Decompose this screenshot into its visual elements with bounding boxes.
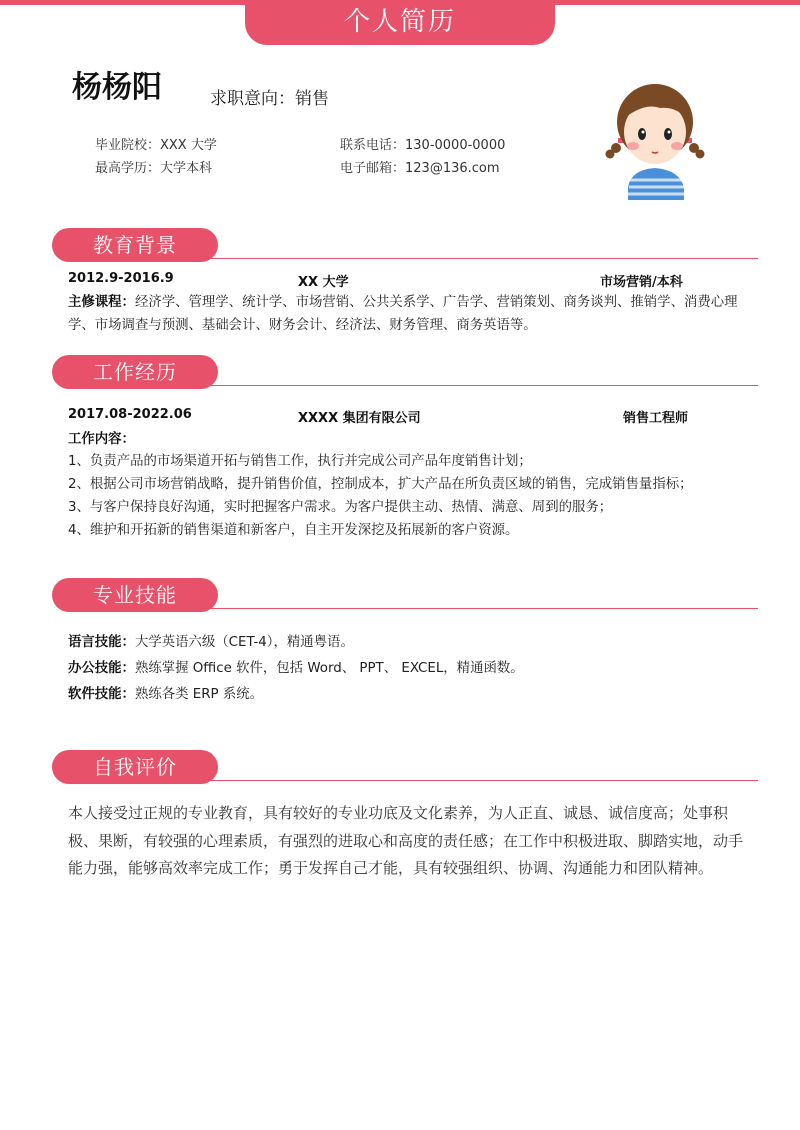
work-company: XXXX 集团有限公司 <box>298 411 421 426</box>
work-item-1: 1、负责产品的市场渠道开拓与销售工作，执行并完成公司产品年度销售计划； <box>68 454 532 469</box>
work-period: 2017.08-2022.06 <box>68 407 192 422</box>
courses-label: 主修课程： <box>68 295 135 310</box>
courses-text: 经济学、管理学、统计学、市场营销、公共关系学、广告学、营销策划、商务谈判、推销学、消费心理学、市场调查与预测、基础会计、财务会计、经济法、财务管理、商务英语等。 <box>68 295 738 333</box>
section-divider <box>202 385 758 386</box>
work-item-4: 4、维护和开拓新的销售渠道和新客户，自主开发深挖及拓展新的客户资源。 <box>68 523 519 538</box>
girl-avatar-icon <box>600 76 710 200</box>
section-divider <box>202 608 758 609</box>
work-section-header <box>52 355 758 389</box>
education-section-header <box>52 228 758 262</box>
skill-office <box>68 657 524 676</box>
education-major: 市场营销/本科 <box>600 275 683 290</box>
candidate-name: 杨杨阳 <box>72 70 162 105</box>
skill-label: 软件技能： <box>68 687 135 702</box>
self-section-title: 自我评价 <box>52 750 218 784</box>
skill-label: 语言技能： <box>68 635 135 650</box>
education-courses <box>68 291 758 337</box>
job-intent: 求职意向：销售 <box>210 89 329 109</box>
self-evaluation-text: 本人接受过正规的专业教育，具有较好的专业功底及文化素养，为人正直、诚恳、诚信度高；处事积极、果断，有较强的心理素质，有强烈的进取心和高度的责任感；在工作中积极进取、脚踏实地，动手能力强，能够高效率完成工作；勇于发挥自己才能，具有较强组织、协调、沟通能力和团队精神。 <box>68 804 744 877</box>
education-school: XX 大学 <box>298 275 349 290</box>
section-divider <box>202 258 758 259</box>
skill-text: 熟练各类 ERP 系统。 <box>134 687 264 702</box>
skill-software <box>68 683 263 702</box>
work-title: 销售工程师 <box>623 411 689 426</box>
self-section-header <box>52 750 758 784</box>
skill-text: 熟练掌握 Office 软件，包括 Word、 PPT、 EXCEL，精通函数。 <box>134 661 524 676</box>
section-divider <box>202 780 758 781</box>
phone-info: 联系电话：130-0000-0000 <box>340 138 506 153</box>
skills-section-header <box>52 578 758 612</box>
degree-info: 最高学历：大学本科 <box>95 161 213 176</box>
education-period: 2012.9-2016.9 <box>68 271 174 286</box>
work-section-title: 工作经历 <box>52 355 218 389</box>
education-row <box>68 271 756 291</box>
skill-language <box>68 631 354 650</box>
page-title: 个人简历 <box>245 0 555 45</box>
work-row <box>68 407 756 427</box>
work-item-2: 2、根据公司市场营销战略，提升销售价值，控制成本，扩大产品在所负责区域的销售，完成销售量指标； <box>68 477 693 492</box>
skill-label: 办公技能： <box>68 661 135 676</box>
work-item-3: 3、与客户保持良好沟通，实时把握客户需求。为客户提供主动、热情、满意、周到的服务； <box>68 500 613 515</box>
work-content-label: 工作内容： <box>68 432 135 447</box>
education-section-title: 教育背景 <box>52 228 218 262</box>
skills-section-title: 专业技能 <box>52 578 218 612</box>
school-info: 毕业院校：XXX 大学 <box>95 138 217 153</box>
email-info: 电子邮箱：123@136.com <box>340 161 500 176</box>
skill-text: 大学英语六级（CET-4），精通粤语。 <box>134 635 354 650</box>
